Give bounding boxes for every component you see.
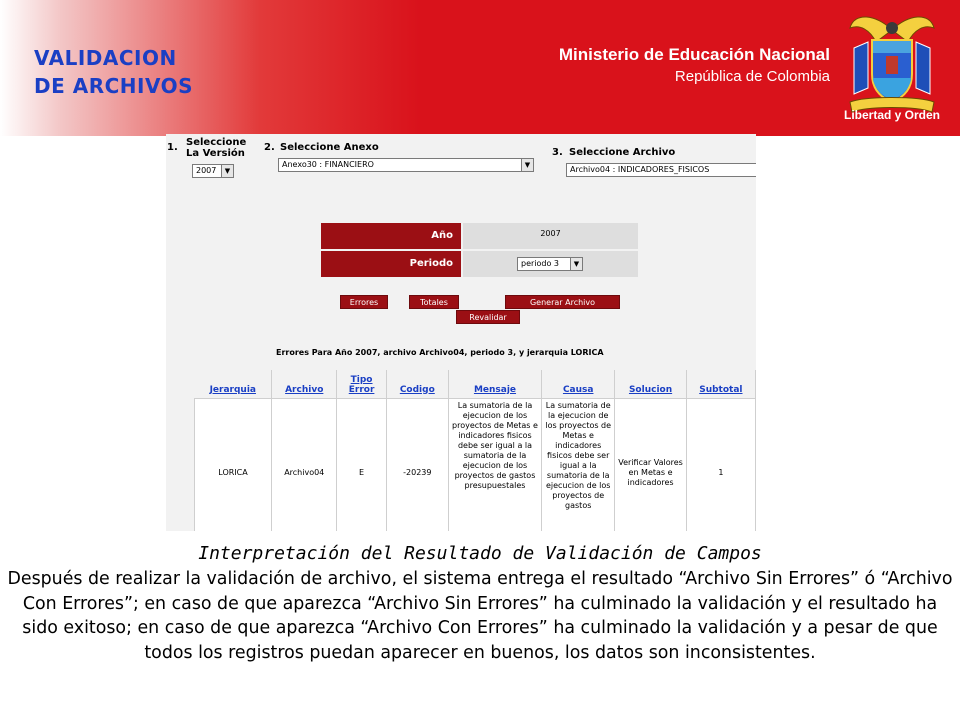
revalidate-button[interactable]: Revalidar — [456, 310, 520, 324]
table-row — [195, 398, 756, 531]
chevron-down-icon[interactable]: ▼ — [521, 159, 533, 171]
cell-jerarquia: LORICA — [195, 398, 272, 531]
period-label: Periodo — [321, 251, 461, 277]
errors-title: Errores Para Año 2007, archivo Archivo04, periodo 3, y jerarquia LORICA — [276, 348, 604, 357]
annex-select-value: Anexo30 : FINANCIERO — [282, 160, 374, 169]
version-select[interactable] — [192, 164, 234, 178]
version-select-value: 2007 — [196, 166, 217, 175]
table-header-row — [195, 370, 756, 398]
step2-number: 2. — [264, 142, 275, 153]
totals-button[interactable]: Totales — [409, 295, 459, 309]
caption-body: Después de realizar la validación de archivo, el sistema entrega el resultado “Archivo Sin Errores” ó “Archivo Con Errores”; en caso de que aparezca “Archivo Sin Errores” ha culminado la validación y el resultado ha sido exitoso; en caso de que aparezca “Archivo Con Errores” ha culminado la validación y a pesar de que todos los registros puedan aparecer en buenos, los datos son inconsistentes. — [7, 569, 953, 663]
step1-label — [186, 137, 246, 159]
file-select-value: Archivo04 : INDICADORES_FISICOS — [570, 165, 710, 174]
step3-number: 3. — [552, 147, 563, 158]
column-header-mensaje[interactable]: Mensaje — [448, 370, 541, 398]
motto-text: Libertad y Orden — [843, 108, 941, 122]
annex-select[interactable] — [278, 158, 534, 172]
period-select-value: periodo 3 — [521, 259, 560, 268]
step2-label: Seleccione Anexo — [280, 142, 379, 153]
column-header-causa[interactable]: Causa — [542, 370, 615, 398]
column-header-solucion[interactable]: Solucion — [615, 370, 686, 398]
chevron-down-icon[interactable]: ▼ — [570, 258, 582, 270]
slide-title-line1: VALIDACION — [34, 46, 177, 70]
cell-subtotal: 1 — [686, 398, 755, 531]
country-name: República de Colombia — [674, 68, 830, 85]
slide-title — [34, 44, 254, 100]
step1-label-line2: La Versión — [186, 148, 245, 159]
step3-label: Seleccione Archivo — [569, 147, 676, 158]
errors-table — [194, 370, 756, 531]
ministry-name: Ministerio de Educación Nacional — [558, 45, 830, 64]
cell-solucion: Verificar Valores en Metas e indicadores — [615, 398, 686, 531]
cell-codigo: -20239 — [386, 398, 448, 531]
column-header-codigo[interactable]: Codigo — [386, 370, 448, 398]
year-label: Año — [321, 223, 461, 249]
cell-archivo: Archivo04 — [272, 398, 337, 531]
file-select[interactable] — [566, 163, 756, 177]
cell-causa: La sumatoria de la ejecucion de los proyectos de Metas e indicadores fisicos debe ser igual a la sumatoria de la ejecucion de los proyectos de gastos — [542, 398, 615, 531]
column-header-archivo[interactable]: Archivo — [272, 370, 337, 398]
slide-title-line2: DE ARCHIVOS — [34, 74, 193, 98]
column-header-subtotal[interactable]: Subtotal — [686, 370, 755, 398]
ministry-block — [559, 44, 830, 88]
cell-mensaje: La sumatoria de la ejecucion de los proyectos de Metas e indicadores fisicos debe ser igual a la sumatoria de la ejecucion de los proyectos de gastos presupuestales — [448, 398, 541, 531]
period-field — [463, 251, 638, 277]
validation-app-panel — [166, 134, 756, 531]
year-value: 2007 — [463, 223, 638, 249]
errors-button[interactable]: Errores — [340, 295, 388, 309]
step1-label-line1: Seleccione — [186, 137, 247, 148]
cell-tipo-error: E — [337, 398, 386, 531]
caption-title: Interpretación del Resultado de Validación de Campos — [198, 543, 762, 564]
column-header-tipo-error[interactable]: Tipo Error — [337, 370, 386, 398]
column-header-jerarquia[interactable]: Jerarquia — [195, 370, 272, 398]
period-select[interactable] — [517, 257, 583, 271]
generate-file-button[interactable]: Generar Archivo — [505, 295, 620, 309]
chevron-down-icon[interactable]: ▼ — [221, 165, 233, 177]
step1-number: 1. — [167, 142, 178, 153]
